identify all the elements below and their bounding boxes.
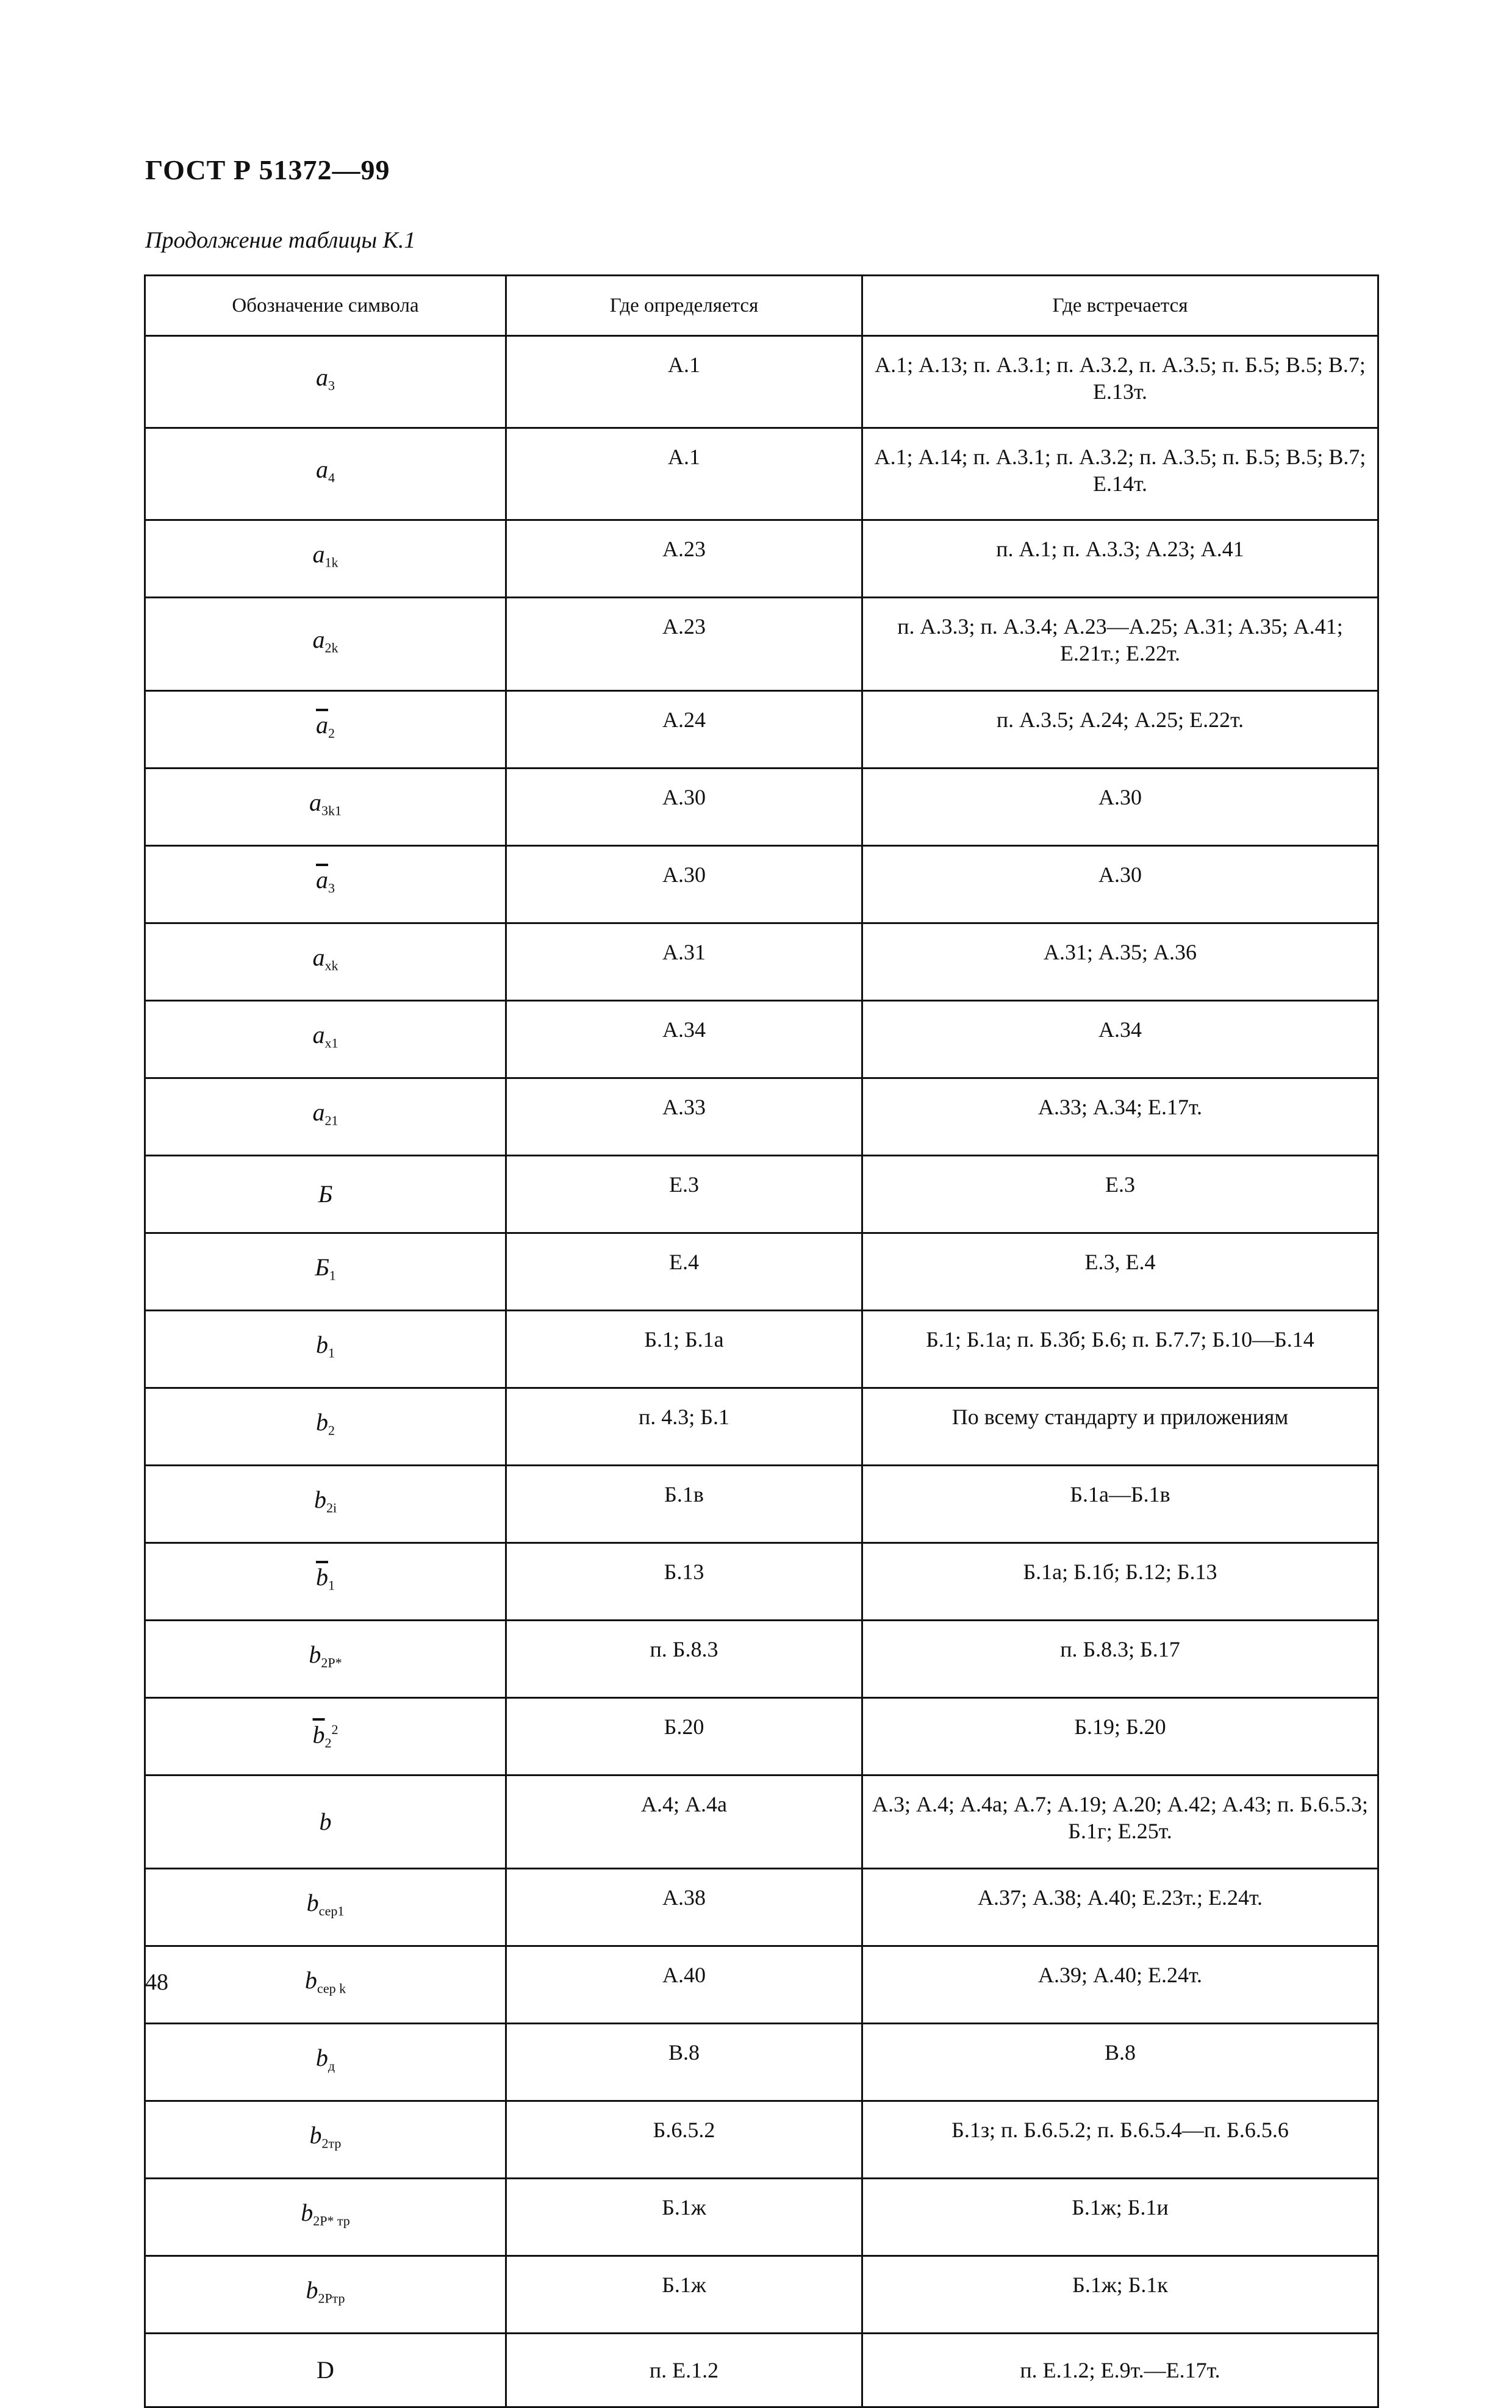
table-row: [145, 336, 1378, 428]
symbol-cell: $a_{x1}$: [145, 1001, 506, 1078]
defined-cell: п. 4.3; Б.1: [506, 1388, 862, 1466]
table-row: [145, 428, 1378, 520]
table-row: [145, 691, 1378, 769]
defined-cell: А.30: [506, 846, 862, 923]
used-cell: А.39; А.40; Е.24т.: [862, 1946, 1378, 2024]
table-row: [145, 2179, 1378, 2256]
used-cell: п. Е.1.2; Е.9т.—Е.17т.: [862, 2334, 1378, 2407]
table-row: [145, 1621, 1378, 1698]
table-row: [145, 2256, 1378, 2334]
symbols-table: [144, 274, 1379, 2408]
column-header-symbol: Обозначение символа: [145, 276, 506, 336]
symbol-cell: $b_д$: [145, 2024, 506, 2101]
symbol-cell: $a_{1k}$: [145, 520, 506, 598]
defined-cell: Е.3: [506, 1156, 862, 1233]
symbol-cell: $b_2$: [145, 1388, 506, 1466]
used-cell: п. А.1; п. А.3.3; А.23; А.41: [862, 520, 1378, 598]
symbol-cell: $b_{2Pтр}$: [145, 2256, 506, 2334]
used-cell: Б.19; Б.20: [862, 1698, 1378, 1776]
used-cell: Б.1ж; Б.1к: [862, 2256, 1378, 2334]
defined-cell: Б.1ж: [506, 2256, 862, 2334]
used-cell: А.31; А.35; А.36: [862, 923, 1378, 1001]
defined-cell: В.8: [506, 2024, 862, 2101]
symbol-cell: $b_{сер k}$: [145, 1946, 506, 2024]
defined-cell: А.1: [506, 336, 862, 428]
defined-cell: Б.1в: [506, 1466, 862, 1543]
symbol-cell: $a_3$: [145, 336, 506, 428]
used-cell: А.30: [862, 846, 1378, 923]
table-row: [145, 1466, 1378, 1543]
table-row: [145, 2101, 1378, 2179]
table-row: [145, 2024, 1378, 2101]
table-row: [145, 598, 1378, 691]
used-cell: Е.3, Е.4: [862, 1233, 1378, 1311]
symbol-cell: $a_4$: [145, 428, 506, 520]
used-cell: А.34: [862, 1001, 1378, 1078]
symbol-cell: $a_{xk}$: [145, 923, 506, 1001]
symbol-cell: $b_1$: [145, 1311, 506, 1388]
used-cell: Б.1; Б.1а; п. Б.3б; Б.6; п. Б.7.7; Б.10—Б.14: [862, 1311, 1378, 1388]
table-row: [145, 1776, 1378, 1869]
symbol-cell: b: [145, 1776, 506, 1869]
defined-cell: А.23: [506, 520, 862, 598]
defined-cell: А.34: [506, 1001, 862, 1078]
defined-cell: Б.13: [506, 1543, 862, 1621]
symbol-cell: D: [145, 2334, 506, 2407]
table-row: [145, 1311, 1378, 1388]
symbol-cell: $b_{2тр}$: [145, 2101, 506, 2179]
table-caption: Продолжение таблицы К.1: [145, 228, 416, 253]
table-header-row: [145, 276, 1378, 336]
defined-cell: п. Б.8.3: [506, 1621, 862, 1698]
used-cell: п. А.3.3; п. А.3.4; А.23—А.25; А.31; А.35; А.41; Е.21т.; Е.22т.: [862, 598, 1378, 691]
defined-cell: А.40: [506, 1946, 862, 2024]
symbol-cell: $\overline{a}_3$: [145, 846, 506, 923]
table-row: [145, 1001, 1378, 1078]
table-row: [145, 1388, 1378, 1466]
table-row: [145, 1543, 1378, 1621]
used-cell: Б.1а; Б.1б; Б.12; Б.13: [862, 1543, 1378, 1621]
symbol-cell: $Б_1$: [145, 1233, 506, 1311]
symbol-cell: $b_{сер1}$: [145, 1869, 506, 1946]
defined-cell: А.31: [506, 923, 862, 1001]
defined-cell: А.1: [506, 428, 862, 520]
table-row: [145, 520, 1378, 598]
defined-cell: Б.20: [506, 1698, 862, 1776]
table-row: [145, 1869, 1378, 1946]
defined-cell: Е.4: [506, 1233, 862, 1311]
used-cell: А.33; А.34; Е.17т.: [862, 1078, 1378, 1156]
symbol-cell: $b_{2i}$: [145, 1466, 506, 1543]
table-row: [145, 1156, 1378, 1233]
column-header-defined: Где определяется: [506, 276, 862, 336]
used-cell: А.3; А.4; А.4а; А.7; А.19; А.20; А.42; А.43; п. Б.6.5.3; Б.1г; Е.25т.: [862, 1776, 1378, 1869]
used-cell: А.37; А.38; А.40; Е.23т.; Е.24т.: [862, 1869, 1378, 1946]
symbol-cell: $a_{2k}$: [145, 598, 506, 691]
symbol-cell: $b_{2P*}$: [145, 1621, 506, 1698]
used-cell: А.1; А.14; п. А.3.1; п. А.3.2; п. А.3.5; п. Б.5; В.5; В.7; Е.14т.: [862, 428, 1378, 520]
table-row: [145, 923, 1378, 1001]
symbol-cell: $a_{21}$: [145, 1078, 506, 1156]
defined-cell: Б.1; Б.1а: [506, 1311, 862, 1388]
defined-cell: А.30: [506, 769, 862, 846]
table-row: [145, 1946, 1378, 2024]
defined-cell: А.24: [506, 691, 862, 769]
symbol-cell: $\overline{a}_2$: [145, 691, 506, 769]
used-cell: А.30: [862, 769, 1378, 846]
used-cell: п. А.3.5; А.24; А.25; Е.22т.: [862, 691, 1378, 769]
table-row: [145, 846, 1378, 923]
used-cell: Б.1з; п. Б.6.5.2; п. Б.6.5.4—п. Б.6.5.6: [862, 2101, 1378, 2179]
used-cell: Е.3: [862, 1156, 1378, 1233]
table-row: [145, 1078, 1378, 1156]
table-row: [145, 1698, 1378, 1776]
symbol-cell: $a_{3k1}$: [145, 769, 506, 846]
defined-cell: А.4; А.4а: [506, 1776, 862, 1869]
defined-cell: А.23: [506, 598, 862, 691]
symbol-cell: $\overline{b}_2^2$: [145, 1698, 506, 1776]
used-cell: В.8: [862, 2024, 1378, 2101]
document-title: ГОСТ Р 51372—99: [145, 154, 390, 185]
defined-cell: Б.1ж: [506, 2179, 862, 2256]
table-row: [145, 769, 1378, 846]
page-number: 48: [145, 1969, 168, 1995]
defined-cell: Б.6.5.2: [506, 2101, 862, 2179]
table-row: [145, 2334, 1378, 2407]
used-cell: Б.1ж; Б.1и: [862, 2179, 1378, 2256]
defined-cell: п. Е.1.2: [506, 2334, 862, 2407]
used-cell: По всему стандарту и приложениям: [862, 1388, 1378, 1466]
symbol-cell: Б: [145, 1156, 506, 1233]
used-cell: п. Б.8.3; Б.17: [862, 1621, 1378, 1698]
used-cell: А.1; А.13; п. А.3.1; п. А.3.2, п. А.3.5; п. Б.5; В.5; В.7; Е.13т.: [862, 336, 1378, 428]
defined-cell: А.33: [506, 1078, 862, 1156]
table-row: [145, 1233, 1378, 1311]
defined-cell: А.38: [506, 1869, 862, 1946]
symbol-cell: $b_{2P* тр}$: [145, 2179, 506, 2256]
used-cell: Б.1а—Б.1в: [862, 1466, 1378, 1543]
symbol-cell: $\overline{b}_1$: [145, 1543, 506, 1621]
column-header-used: Где встречается: [862, 276, 1378, 336]
